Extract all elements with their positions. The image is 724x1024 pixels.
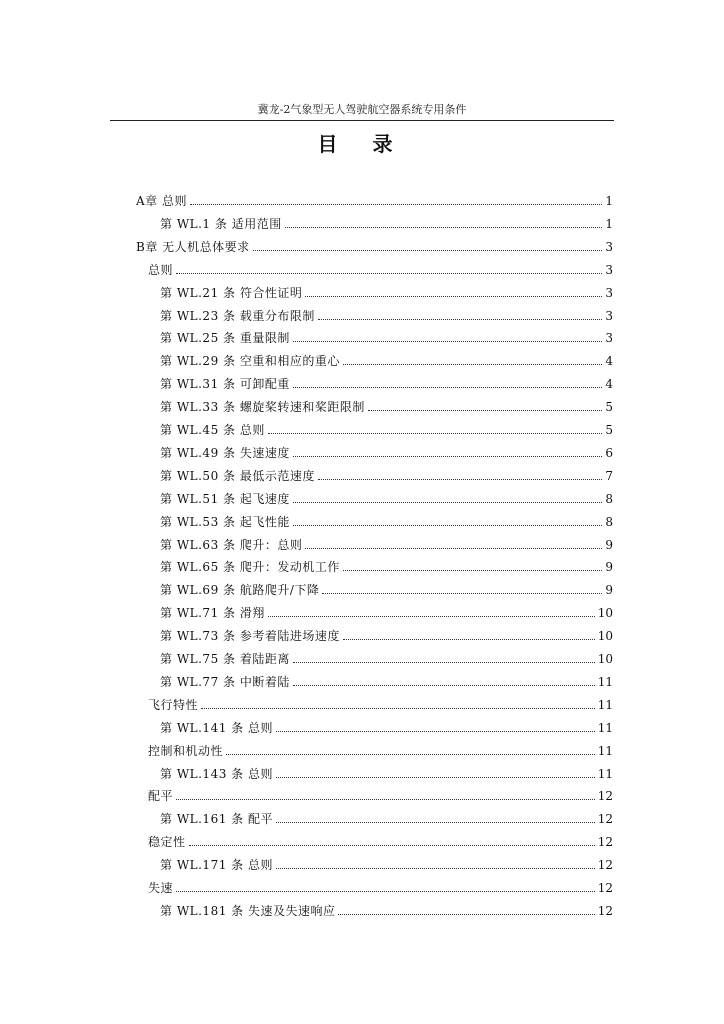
dot-leader xyxy=(276,821,595,823)
dot-leader xyxy=(322,592,602,594)
toc-entry[interactable] xyxy=(160,598,613,620)
toc-entry[interactable] xyxy=(160,644,613,666)
dot-leader xyxy=(368,409,603,411)
toc-entry-page-number: 3 xyxy=(605,285,613,300)
dot-leader xyxy=(190,203,602,205)
toc-entry-label: 第 WL.23 条 载重分布限制 xyxy=(160,308,315,323)
dot-leader xyxy=(268,432,603,434)
toc-entry[interactable] xyxy=(160,438,613,460)
dot-leader xyxy=(293,501,603,503)
dot-leader xyxy=(343,638,595,640)
toc-entry[interactable] xyxy=(148,827,613,849)
toc-entry-label: 第 WL.77 条 中断着陆 xyxy=(160,674,290,689)
toc-entry-label: 第 WL.141 条 总则 xyxy=(160,720,273,735)
toc-entry-page-number: 1 xyxy=(605,216,613,231)
toc-entry-label: 第 WL.50 条 最低示范速度 xyxy=(160,468,315,483)
toc-entry-label: 第 WL.51 条 起飞速度 xyxy=(160,491,290,506)
toc-entry-label: 第 WL.171 条 总则 xyxy=(160,858,273,873)
toc-entry-label: 第 WL.181 条 失速及失速响应 xyxy=(160,903,336,918)
toc-entry-page-number: 12 xyxy=(597,812,613,827)
toc-entry-page-number: 3 xyxy=(605,262,613,277)
dot-leader xyxy=(343,569,603,571)
toc-entry-label: A章 总则 xyxy=(136,194,187,208)
toc-entry-label: 第 WL.73 条 参考着陆进场速度 xyxy=(160,629,340,644)
toc-entry-page-number: 4 xyxy=(605,354,613,369)
dot-leader xyxy=(226,753,595,755)
toc-entry-label: 第 WL.49 条 失速速度 xyxy=(160,445,290,460)
toc-entry-page-number: 3 xyxy=(605,308,613,323)
dot-leader xyxy=(305,547,602,549)
toc-entry-label: 第 WL.31 条 可卸配重 xyxy=(160,377,290,392)
page-title: 目 录 xyxy=(317,132,407,156)
toc-entry-label: 第 WL.69 条 航路爬升/下降 xyxy=(160,583,320,598)
dot-leader xyxy=(293,386,603,388)
toc-entry-label: 第 WL.21 条 符合性证明 xyxy=(160,285,303,300)
toc-entry[interactable] xyxy=(136,186,613,208)
toc-entry-page-number: 6 xyxy=(605,445,613,460)
toc-entry-page-number: 12 xyxy=(597,903,613,918)
dot-leader xyxy=(318,318,603,320)
toc-entry-label: 飞行特性 xyxy=(148,697,199,712)
toc-entry-label: 第 WL.65 条 爬升：发动机工作 xyxy=(160,560,340,575)
dot-leader xyxy=(293,661,595,663)
toc-entry-label: 控制和机动性 xyxy=(148,743,224,758)
toc-entry[interactable] xyxy=(160,209,613,231)
toc-entry[interactable] xyxy=(160,575,613,597)
toc-entry[interactable] xyxy=(160,759,613,781)
toc-entry-label: 第 WL.25 条 重量限制 xyxy=(160,331,290,346)
dot-leader xyxy=(176,272,602,274)
toc-entry-label: 第 WL.53 条 起飞性能 xyxy=(160,514,290,529)
toc-entry-page-number: 12 xyxy=(597,881,613,895)
dot-leader xyxy=(276,730,595,732)
toc-entry-page-number: 10 xyxy=(597,652,613,666)
toc-entry-label: 第 WL.33 条 螺旋桨转速和桨距限制 xyxy=(160,400,365,415)
toc-entry-label: 第 WL.161 条 配平 xyxy=(160,812,273,827)
toc-entry[interactable] xyxy=(160,530,613,552)
toc-entry[interactable] xyxy=(160,621,613,643)
running-header: 冀龙-2气象型无人驾驶航空器系统专用条件 xyxy=(110,101,614,121)
toc-entry-page-number: 3 xyxy=(605,239,613,254)
dot-leader xyxy=(318,478,603,480)
toc-entry[interactable] xyxy=(160,278,613,300)
toc-entry-page-number: 5 xyxy=(605,400,613,415)
dot-leader xyxy=(285,226,603,228)
toc-entry-page-number: 9 xyxy=(605,537,613,552)
toc-entry[interactable] xyxy=(136,232,613,254)
dot-leader xyxy=(293,340,603,342)
toc-entry-label: 第 WL.63 条 爬升：总则 xyxy=(160,537,303,552)
toc-entry[interactable] xyxy=(148,873,613,895)
toc-entry-page-number: 10 xyxy=(597,629,613,644)
toc-entry[interactable] xyxy=(160,301,613,323)
toc-entry-page-number: 10 xyxy=(597,606,613,621)
toc-entry[interactable] xyxy=(160,461,613,483)
toc-entry[interactable] xyxy=(160,346,613,368)
toc-entry-page-number: 4 xyxy=(605,377,613,392)
toc-entry-page-number: 11 xyxy=(597,674,613,689)
toc-entry-label: 第 WL.1 条 适用范围 xyxy=(160,216,282,231)
toc-entry-label: 配平 xyxy=(148,789,174,804)
toc-entry-page-number: 1 xyxy=(605,194,613,208)
toc-entry[interactable] xyxy=(160,804,613,826)
toc-entry[interactable] xyxy=(160,392,613,414)
toc-entry[interactable] xyxy=(160,713,613,735)
toc-entry-page-number: 8 xyxy=(605,491,613,506)
dot-leader xyxy=(189,844,595,846)
toc-entry[interactable] xyxy=(148,255,613,277)
toc-entry[interactable] xyxy=(160,369,613,391)
dot-leader xyxy=(343,363,603,365)
toc-entry[interactable] xyxy=(160,507,613,529)
dot-leader xyxy=(293,455,603,457)
toc-entry-label: 第 WL.143 条 总则 xyxy=(160,766,273,781)
toc-entry-label: 第 WL.75 条 着陆距离 xyxy=(160,652,290,666)
dot-leader xyxy=(268,615,595,617)
toc-entry-page-number: 11 xyxy=(597,743,613,758)
toc-entry[interactable] xyxy=(160,415,613,437)
toc-entry-label: 总则 xyxy=(148,262,174,277)
toc-entry-page-number: 8 xyxy=(605,514,613,529)
toc-entry-page-number: 12 xyxy=(597,858,613,873)
dot-leader xyxy=(176,798,595,800)
toc-entry[interactable] xyxy=(160,323,613,345)
toc-entry-page-number: 5 xyxy=(605,423,613,437)
toc-entry-label: 失速 xyxy=(148,881,174,895)
toc-entry-label: 第 WL.71 条 滑翔 xyxy=(160,606,265,621)
dot-leader xyxy=(293,684,595,686)
dot-leader xyxy=(293,524,603,526)
toc-entry-page-number: 11 xyxy=(597,720,613,735)
toc-entry-page-number: 9 xyxy=(605,560,613,575)
toc-entry-page-number: 9 xyxy=(605,583,613,598)
toc-entry-page-number: 11 xyxy=(597,766,613,781)
toc-entry-page-number: 12 xyxy=(597,835,613,850)
toc-entry[interactable] xyxy=(148,690,613,712)
toc-entry-label: 第 WL.29 条 空重和相应的重心 xyxy=(160,354,340,369)
toc-entry[interactable] xyxy=(160,667,613,689)
toc-entry[interactable] xyxy=(160,896,613,918)
toc-entry-page-number: 12 xyxy=(597,789,613,804)
toc-entry-page-number: 11 xyxy=(597,697,613,712)
dot-leader xyxy=(276,867,595,869)
toc-entry-label: 稳定性 xyxy=(148,835,186,850)
dot-leader xyxy=(305,295,602,297)
dot-leader xyxy=(176,890,595,892)
dot-leader xyxy=(276,776,595,778)
toc-entry[interactable] xyxy=(148,781,613,803)
toc-entry[interactable] xyxy=(160,484,613,506)
dot-leader xyxy=(253,249,603,251)
toc-entry-label: 第 WL.45 条 总则 xyxy=(160,423,265,437)
toc-entry[interactable] xyxy=(160,850,613,872)
toc-entry-page-number: 7 xyxy=(605,468,613,483)
dot-leader xyxy=(201,707,595,709)
toc-entry-label: B章 无人机总体要求 xyxy=(136,239,250,254)
toc-entry[interactable] xyxy=(148,736,613,758)
dot-leader xyxy=(338,913,594,915)
toc-entry[interactable] xyxy=(160,552,613,574)
toc-entry-page-number: 3 xyxy=(605,331,613,346)
